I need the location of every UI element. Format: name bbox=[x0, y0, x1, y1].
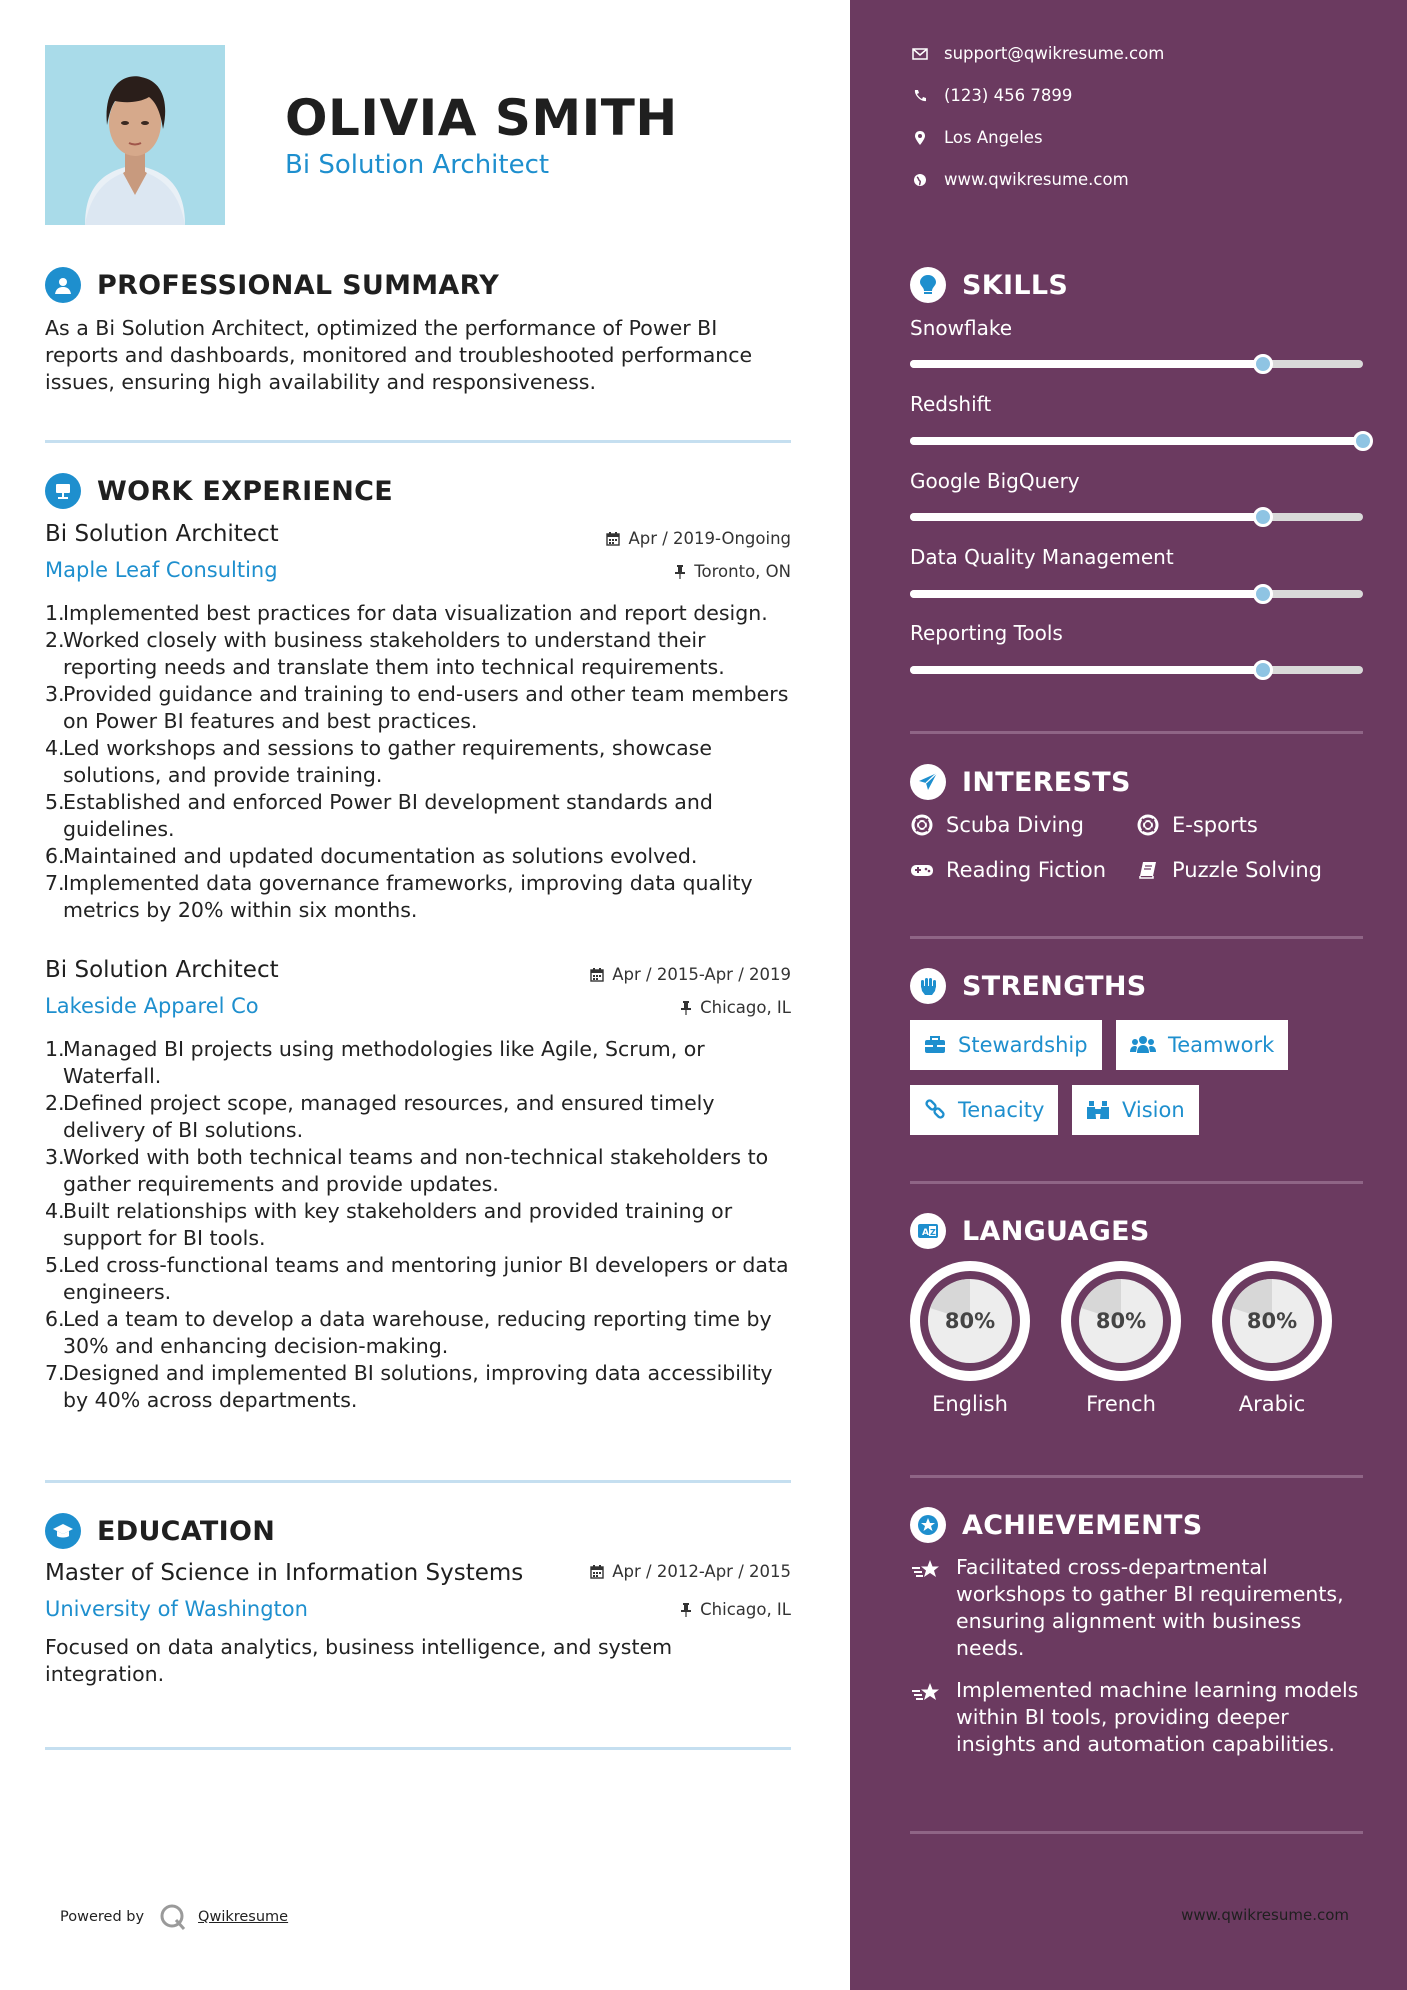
language-ring bbox=[909, 1260, 1031, 1382]
phone-icon bbox=[910, 89, 930, 103]
language-ring bbox=[1211, 1260, 1333, 1382]
language-item bbox=[1060, 1260, 1182, 1416]
job-location: Chicago, IL bbox=[680, 998, 791, 1017]
gamepad-icon bbox=[910, 862, 934, 878]
strength-badge: Tenacity bbox=[910, 1085, 1058, 1135]
shooting-star-icon bbox=[910, 1554, 942, 1662]
section-divider bbox=[910, 731, 1363, 734]
language-ring bbox=[1060, 1260, 1182, 1382]
language-item bbox=[909, 1260, 1031, 1416]
interest-item: Puzzle Solving bbox=[1136, 858, 1322, 882]
skill-name: Google BigQuery bbox=[910, 469, 1080, 493]
globe-icon bbox=[910, 173, 930, 187]
list-item: 5. Led cross-functional teams and mentoring junior BI developers or data engineers. bbox=[45, 1253, 789, 1304]
qwikresume-logo-icon bbox=[158, 1902, 188, 1932]
pin-icon bbox=[680, 1001, 692, 1015]
calendar-icon bbox=[606, 532, 620, 546]
language-percent: 80% bbox=[1246, 1309, 1298, 1333]
education-dates: Apr / 2012-Apr / 2015 bbox=[590, 1562, 791, 1581]
candidate-name: OLIVIA SMITH bbox=[285, 89, 678, 147]
section-divider bbox=[45, 440, 791, 443]
life-ring-icon bbox=[1136, 814, 1160, 836]
skill-bar bbox=[910, 666, 1363, 674]
interest-item: E-sports bbox=[1136, 813, 1258, 837]
interest-item: Scuba Diving bbox=[910, 813, 1084, 837]
language-name: English bbox=[932, 1392, 1008, 1416]
education-location: Chicago, IL bbox=[680, 1600, 791, 1619]
list-item: 6. Maintained and updated documentation as solutions evolved. bbox=[45, 844, 698, 868]
strength-badge: Vision bbox=[1072, 1085, 1199, 1135]
section-divider bbox=[910, 1475, 1363, 1478]
skill-bar bbox=[910, 360, 1363, 368]
paper-plane-icon bbox=[910, 764, 946, 800]
strengths-heading: STRENGTHS bbox=[910, 968, 1147, 1004]
skill-bar-knob bbox=[1353, 431, 1373, 451]
skill-name: Data Quality Management bbox=[910, 545, 1174, 569]
list-item: 6. Led a team to develop a data warehouse, reducing reporting time by 30% and enhancing decision-making. bbox=[45, 1307, 772, 1358]
job-bullets bbox=[45, 600, 795, 924]
job-dates: Apr / 2015-Apr / 2019 bbox=[590, 965, 791, 984]
school-name: University of Washington bbox=[45, 1597, 308, 1621]
presentation-icon bbox=[45, 473, 81, 509]
achievement-item: Implemented machine learning models within BI tools, providing deeper insights and automation capabilities. bbox=[910, 1677, 1365, 1758]
language-percent: 80% bbox=[1095, 1309, 1147, 1333]
envelope-icon bbox=[910, 48, 930, 60]
contact-phone: (123) 456 7899 bbox=[910, 86, 1072, 105]
section-divider bbox=[910, 1831, 1363, 1834]
summary-heading: PROFESSIONAL SUMMARY bbox=[45, 267, 499, 303]
language-percent: 80% bbox=[944, 1309, 996, 1333]
svg-text:Z: Z bbox=[930, 1228, 936, 1237]
skill-name: Snowflake bbox=[910, 316, 1012, 340]
interests-heading: INTERESTS bbox=[910, 764, 1131, 800]
section-divider bbox=[910, 936, 1363, 939]
skill-bar-fill bbox=[910, 437, 1363, 445]
users-icon bbox=[1130, 1035, 1156, 1055]
section-divider bbox=[45, 1480, 791, 1483]
book-icon bbox=[1136, 860, 1160, 880]
skill-bar-knob bbox=[1253, 507, 1273, 527]
skill-bar-knob bbox=[1253, 660, 1273, 680]
section-divider bbox=[45, 1747, 791, 1750]
sidebar bbox=[850, 0, 1407, 1990]
link-icon bbox=[924, 1099, 946, 1121]
interest-item: Reading Fiction bbox=[910, 858, 1106, 882]
list-item: 3. Provided guidance and training to end-users and other team members on Power BI features and best practices. bbox=[45, 682, 789, 733]
skill-bar-fill bbox=[910, 513, 1263, 521]
star-badge-icon bbox=[910, 1507, 946, 1543]
list-item: 4. Led workshops and sessions to gather requirements, showcase solutions, and provide training. bbox=[45, 736, 712, 787]
job-bullets bbox=[45, 1036, 795, 1414]
language-name: French bbox=[1086, 1392, 1156, 1416]
skill-bar-knob bbox=[1253, 354, 1273, 374]
list-item: 4. Built relationships with key stakeholders and provided training or support for BI tools. bbox=[45, 1199, 733, 1250]
list-item: 7. Implemented data governance frameworks, improving data quality metrics by 20% within six months. bbox=[45, 871, 753, 922]
pin-icon bbox=[674, 565, 686, 579]
languages-heading: A Z LANGUAGES bbox=[910, 1213, 1150, 1249]
strength-badge: Teamwork bbox=[1116, 1020, 1288, 1070]
experience-heading: WORK EXPERIENCE bbox=[45, 473, 393, 509]
contact-location: Los Angeles bbox=[910, 128, 1043, 147]
skills-heading: SKILLS bbox=[910, 267, 1068, 303]
list-item: 3. Worked with both technical teams and non-technical stakeholders to gather requirements and provide updates. bbox=[45, 1145, 769, 1196]
summary-text: As a Bi Solution Architect, optimized the performance of Power BI reports and dashboards, monitored and troubleshooted performance issues, ensuring high availability and responsiveness. bbox=[45, 316, 753, 394]
language-name: Arabic bbox=[1238, 1392, 1306, 1416]
job-dates: Apr / 2019-Ongoing bbox=[606, 529, 791, 548]
skill-bar-fill bbox=[910, 590, 1263, 598]
degree-title: Master of Science in Information Systems bbox=[45, 1560, 524, 1586]
achievement-item: Facilitated cross-departmental workshops to gather BI requirements, ensuring alignment with business needs. bbox=[910, 1554, 1365, 1662]
list-item: 5. Established and enforced Power BI development standards and guidelines. bbox=[45, 790, 713, 841]
company-name: Maple Leaf Consulting bbox=[45, 558, 278, 582]
map-marker-icon bbox=[910, 131, 930, 145]
life-ring-icon bbox=[910, 814, 934, 836]
list-item: 2. Defined project scope, managed resources, and ensured timely delivery of BI solutions. bbox=[45, 1091, 715, 1142]
skill-name: Redshift bbox=[910, 392, 992, 416]
list-item: 1. Implemented best practices for data visualization and report design. bbox=[45, 601, 768, 625]
language-item bbox=[1211, 1260, 1333, 1416]
skill-bar bbox=[910, 437, 1363, 445]
pin-icon bbox=[680, 1603, 692, 1617]
calendar-icon bbox=[590, 1565, 604, 1579]
list-item: 2. Worked closely with business stakeholders to understand their reporting needs and translate them into technical requirements. bbox=[45, 628, 725, 679]
list-item: 7. Designed and implemented BI solutions, improving data accessibility by 40% across departments. bbox=[45, 1361, 773, 1412]
binoculars-icon bbox=[1086, 1100, 1110, 1120]
job-location: Toronto, ON bbox=[674, 562, 791, 581]
skill-bar bbox=[910, 513, 1363, 521]
language-icon bbox=[910, 1213, 946, 1249]
footer-url[interactable]: www.qwikresume.com bbox=[1181, 1906, 1349, 1924]
contact-website[interactable]: www.qwikresume.com bbox=[910, 170, 1129, 189]
skill-bar-fill bbox=[910, 666, 1263, 674]
profile-photo bbox=[45, 45, 225, 225]
job-title: Bi Solution Architect bbox=[45, 521, 279, 547]
company-name: Lakeside Apparel Co bbox=[45, 994, 259, 1018]
powered-by: Powered by Qwikresume bbox=[60, 1902, 288, 1932]
education-heading: EDUCATION bbox=[45, 1513, 275, 1549]
svg-text:A: A bbox=[922, 1228, 929, 1238]
user-icon bbox=[45, 267, 81, 303]
shooting-star-icon bbox=[910, 1677, 942, 1758]
briefcase-icon bbox=[924, 1035, 946, 1055]
calendar-icon bbox=[590, 968, 604, 982]
skill-bar-knob bbox=[1253, 584, 1273, 604]
strength-badge: Stewardship bbox=[910, 1020, 1102, 1070]
contact-email[interactable]: support@qwikresume.com bbox=[910, 44, 1164, 63]
achievements-heading: ACHIEVEMENTS bbox=[910, 1507, 1203, 1543]
list-item: 1. Managed BI projects using methodologies like Agile, Scrum, or Waterfall. bbox=[45, 1037, 705, 1088]
skill-name: Reporting Tools bbox=[910, 621, 1063, 645]
section-divider bbox=[910, 1181, 1363, 1184]
qwikresume-link[interactable]: Qwikresume bbox=[198, 1909, 289, 1925]
lightbulb-icon bbox=[910, 267, 946, 303]
fist-icon bbox=[910, 968, 946, 1004]
candidate-title: Bi Solution Architect bbox=[285, 150, 550, 180]
job-title: Bi Solution Architect bbox=[45, 957, 279, 983]
education-description: Focused on data analytics, business intelligence, and system integration. bbox=[45, 1635, 673, 1686]
skill-bar-fill bbox=[910, 360, 1263, 368]
graduation-cap-icon bbox=[45, 1513, 81, 1549]
skill-bar bbox=[910, 590, 1363, 598]
